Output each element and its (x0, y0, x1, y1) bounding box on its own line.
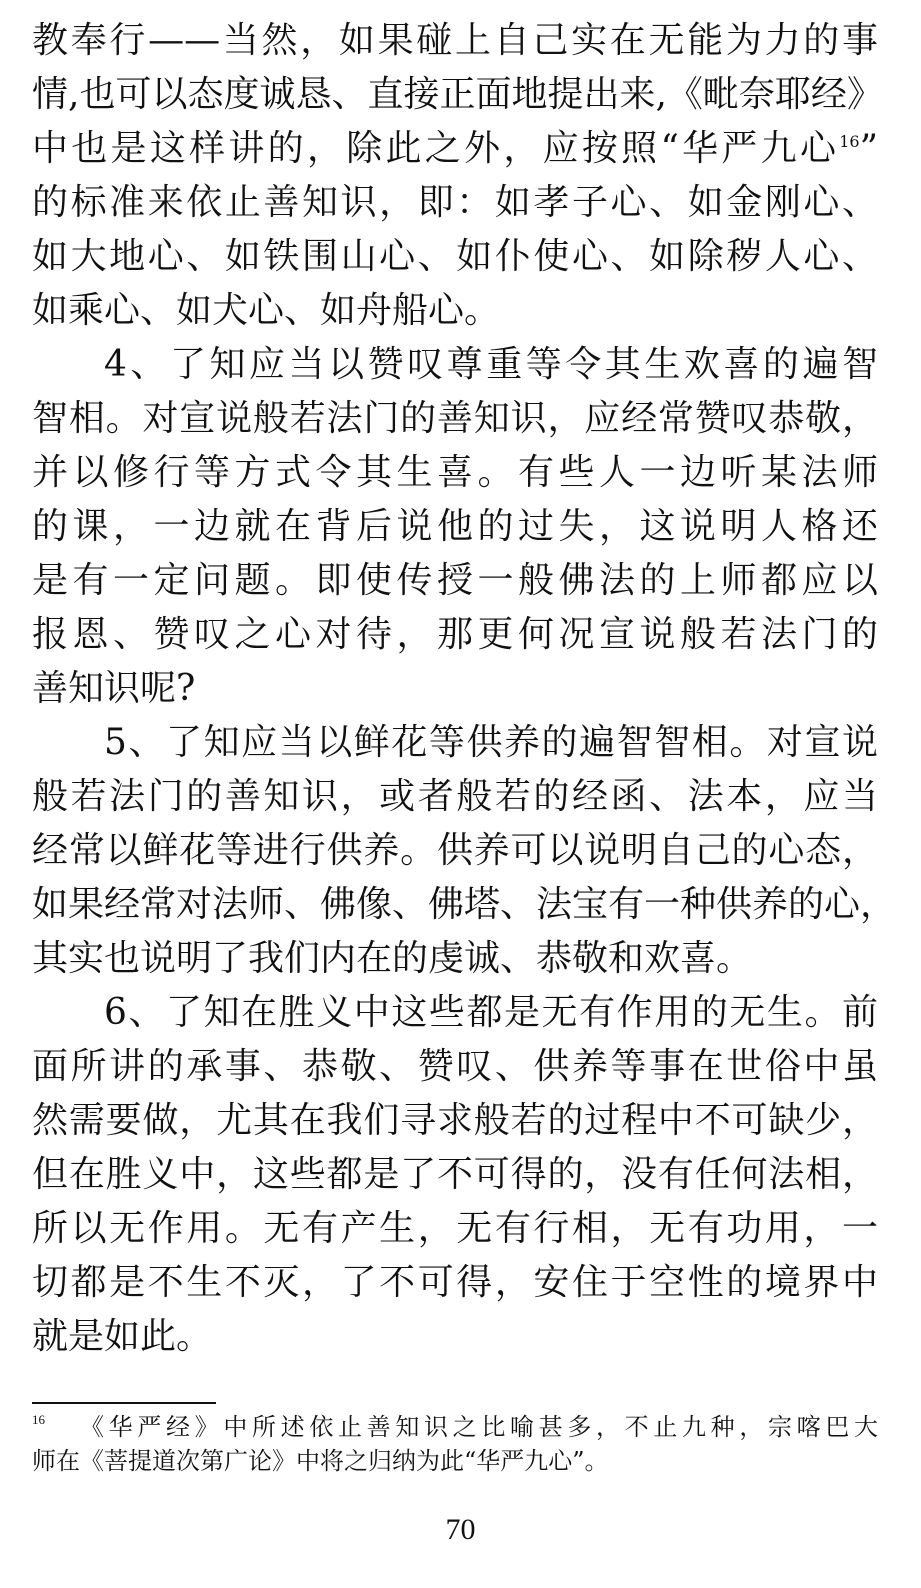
body-line: 是有一定问题。即使传授一般佛法的上师都应以 (32, 560, 878, 601)
body-line: 并以修行等方式令其生喜。有些人一边听某法师 (32, 452, 878, 493)
body-line: 智相。对宣说般若法门的善知识，应经常赞叹恭敬， (32, 398, 878, 439)
body-line: 所以无作用。无有产生，无有行相，无有功用，一 (32, 1208, 878, 1249)
body-line (32, 122, 878, 176)
paragraph-first-line: 4、了知应当以赞叹尊重等令其生欢喜的遍智 (104, 344, 878, 385)
footnote-line: 师在《菩提道次第广论》中将之归纳为此“华严九心”。 (32, 1447, 609, 1475)
body-line: 如果经常对法师、佛像、佛塔、法宝有一种供养的心， (32, 884, 897, 925)
body-line: 然需要做，尤其在我们寻求般若的过程中不可缺少， (32, 1100, 878, 1141)
body-line: 般若法门的善知识，或者般若的经函、法本，应当 (32, 776, 878, 817)
body-line-text: ” (859, 128, 878, 169)
paragraph-first-line: 6、了知在胜义中这些都是无有作用的无生。前 (104, 992, 878, 1033)
body-line: 经常以鲜花等进行供养。供养可以说明自己的心态， (32, 830, 878, 871)
body-line: 面所讲的承事、恭敬、赞叹、供养等事在世俗中虽 (32, 1046, 878, 1087)
body-line: 情,也可以态度诚恳、直接正面地提出来,《毗奈耶经》 (32, 74, 883, 115)
page-number: 70 (445, 1513, 476, 1546)
body-line: 如乘心、如犬心、如舟船心。 (32, 290, 501, 331)
body-line: 但在胜义中，这些都是了不可得的，没有任何法相， (32, 1154, 878, 1195)
body-line: 的标准来依止善知识，即：如孝子心、如金刚心、 (32, 182, 878, 223)
body-line: 的课，一边就在背后说他的过失，这说明人格还 (32, 506, 878, 547)
footnote-reference: 16 (839, 132, 860, 151)
body-line: 如大地心、如铁围山心、如仆使心、如除秽人心、 (32, 236, 878, 277)
body-line-text: 中也是这样讲的，除此之外，应按照“华严九心 (32, 128, 840, 169)
footnote-line: 《华严经》中所述依止善知识之比喻甚多，不止九种，宗喀巴大 (80, 1413, 878, 1441)
footnote-divider (32, 1402, 216, 1404)
body-line: 善知识呢? (32, 668, 196, 709)
body-line: 报恩、赞叹之心对待，那更何况宣说般若法门的 (32, 614, 878, 655)
body-line: 切都是不生不灭，了不可得，安住于空性的境界中 (32, 1262, 878, 1303)
paragraph-first-line: 5、了知应当以鲜花等供养的遍智智相。对宣说 (104, 722, 878, 763)
body-line: 就是如此。 (32, 1316, 213, 1357)
body-line: 教奉行——当然，如果碰上自己实在无能为力的事 (32, 20, 878, 61)
body-line: 其实也说明了我们内在的虔诚、恭敬和欢喜。 (32, 938, 753, 979)
footnote-number: 16 (32, 1412, 45, 1427)
